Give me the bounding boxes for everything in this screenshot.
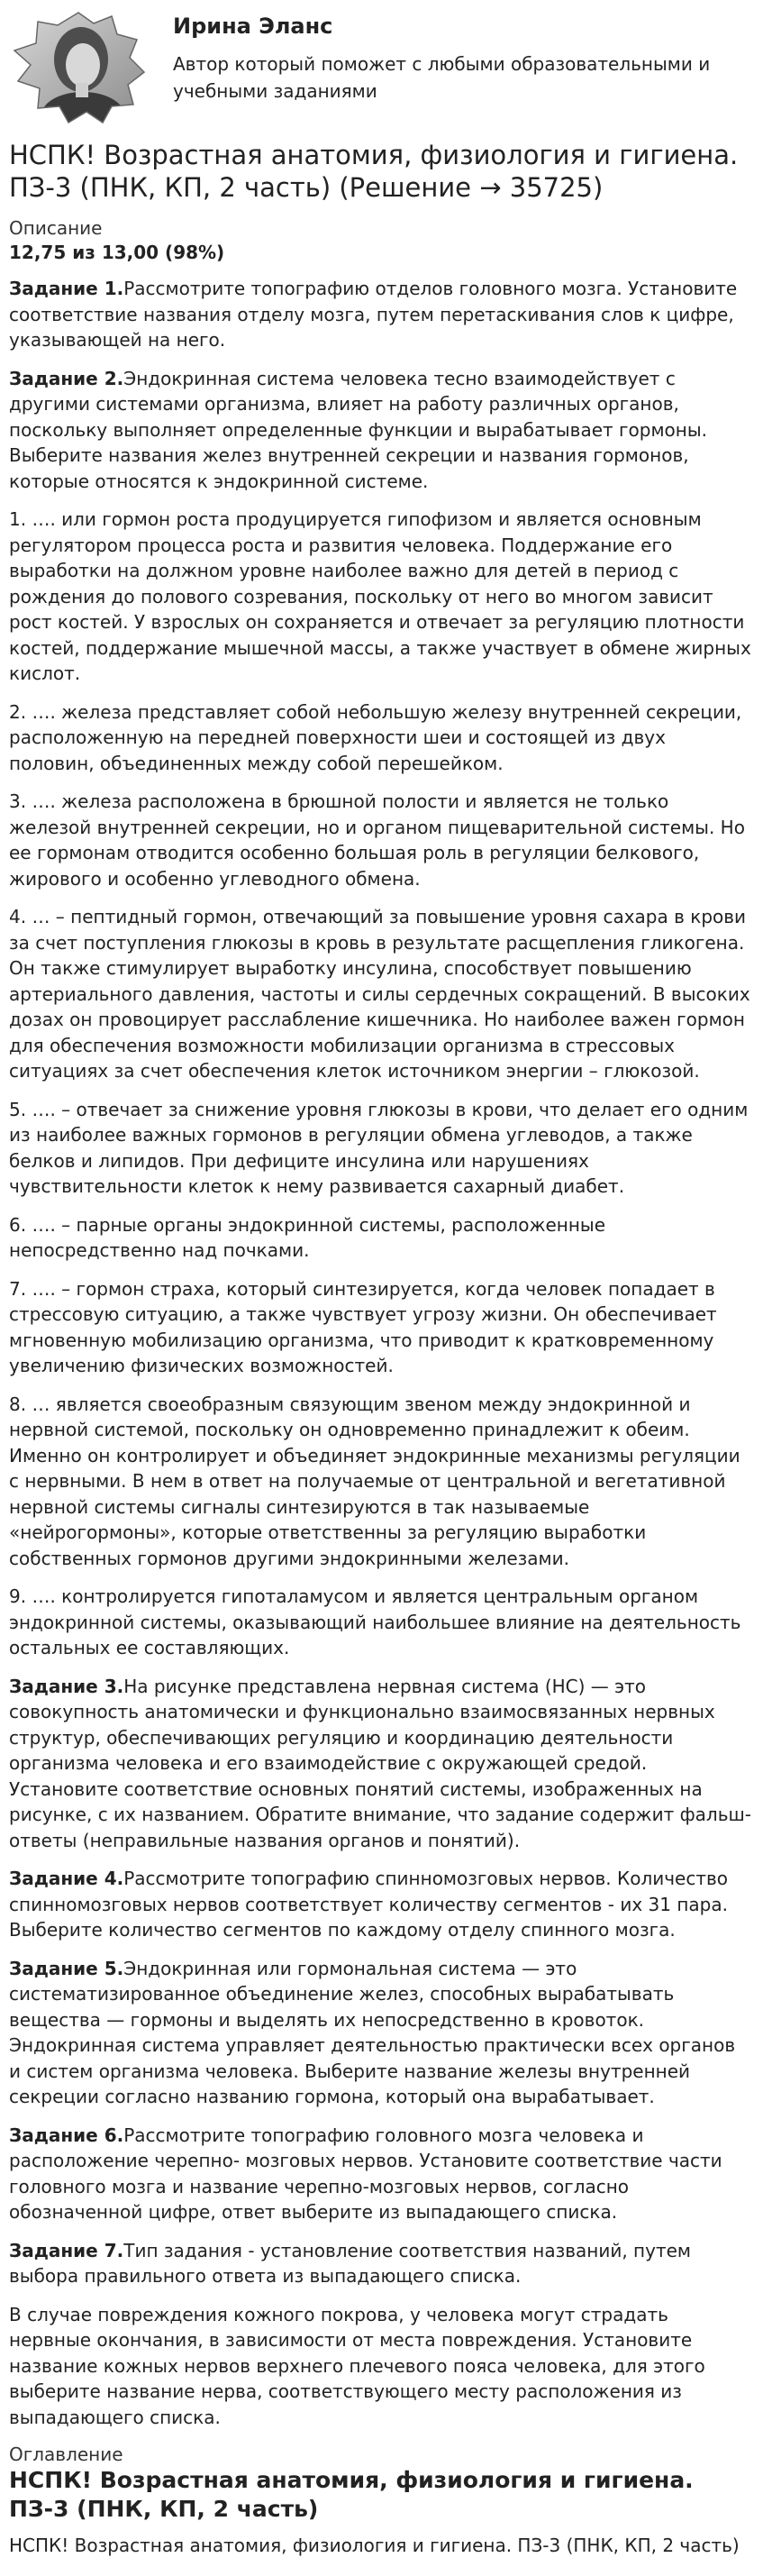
task-text: Рассмотрите топографию головного мозга человека и расположение черепно- мозговых нервов. Установите соответствие части головного мозга и название черепно-мозговых нервов, согласно обозначенной цифре, ответ выберите из выпадающего списка. (9, 2124, 722, 2223)
task-lead: Задание 1. (9, 278, 124, 299)
toc-title: НСПК! Возрастная анатомия, физиология и гигиена. ПЗ-3 (ПНК, КП, 2 часть) (9, 2467, 694, 2522)
task-text: Рассмотрите топографию спинномозговых нервов. Количество спинномозговых нервов соответствует количеству сегментов - их 31 пара. Выберите количество сегментов по каждому отделу спинного мозга. (9, 1868, 729, 1941)
task-text: Рассмотрите топографию отделов головного мозга. Установите соответствие названия отделу мозга, путем перетаскивания слов к цифре, указывающей на него. (9, 278, 738, 351)
item-text: 9. …. контролируется гипоталамусом и является центральным органом эндокринной системы, оказывающий наибольшее влияние на деятельность остальных ее составляющих. (9, 1585, 741, 1658)
item-text: 1. …. или гормон роста продуцируется гипофизом и является основным регулятором процесса роста и развития человека. Поддержание его выработки на должном уровне наиболее важно для детей в период с рождения до полового созревания, поскольку от него во многом зависит рост костей. У взрослых он сохраняется и отвечает за регуляцию плотности костей, поддержание мышечной массы, а также участвует в обмене жирных кислот. (9, 508, 751, 684)
author-avatar[interactable] (11, 9, 146, 124)
task-text: Тип задания - установление соответствия названий, путем выбора правильного ответа из выпадающего списка. (9, 2239, 691, 2287)
avatar-image (11, 9, 146, 124)
task-paragraph-6 (9, 2123, 752, 2225)
score-value: 12,75 из 13,00 (98%) (9, 242, 225, 263)
item-text: 6. …. – парные органы эндокринной системы, расположенные непосредственно над почками. (9, 1213, 606, 1261)
author-block (9, 0, 752, 135)
list-item-9 (9, 1584, 752, 1661)
task-lead: Задание 4. (9, 1868, 124, 1889)
task-paragraph-1 (9, 276, 752, 353)
item-text: 3. …. железа расположена в брюшной полости и является не только железой внутренней секреции, но и органом пищеварительной системы. Но ее гормонам отводится особенно большая роль в регуляции белкового, жирового и особенно углеводного обмена. (9, 790, 745, 890)
task-text: Эндокринная система человека тесно взаимодействует с другими системами организма, влияет на работу различных органов, поскольку выполняет определенные функции и вырабатывает гормоны. Выберите названия желез внутренней секреции и названия гормонов, которые относятся к эндокринной системе. (9, 367, 708, 492)
list-item-2 (9, 699, 752, 777)
task-paragraph-3 (9, 1674, 752, 1854)
document-title: НСПК! Возрастная анатомия, физиология и гигиена. ПЗ-3 (ПНК, КП, 2 часть) (Решение → 35725) (9, 140, 739, 203)
description-content (9, 276, 752, 2430)
item-text: 2. …. железа представляет собой небольшую железу внутренней секреции, расположенную на передней поверхности шеи и состоящей из двух половин, объединенных между собой перешейком. (9, 700, 742, 774)
task-lead: Задание 7. (9, 2239, 124, 2261)
task-lead: Задание 2. (9, 367, 124, 389)
list-item-1 (9, 507, 752, 687)
task-text: На рисунке представлена нервная система (НС) — это совокупность анатомически и функционально взаимосвязанных нервных структур, обеспечивающих регуляцию и координацию деятельности организма человека и его взаимодействие с окружающей средой. Установите соответствие основных понятий системы, изображенных на рисунке, с их названием. Обратите внимание, что задание содержит фальш-ответы (неправильные названия органов и понятий). (9, 1675, 752, 1851)
task-7-detail (9, 2302, 752, 2431)
toc-label: Оглавление (9, 2444, 123, 2465)
task-lead: Задание 5. (9, 1957, 124, 1979)
task-text: Эндокринная или гормональная система — это систематизированное объединение желез, способных вырабатывать вещества — гормоны и выделять их непосредственно в кровоток. Эндокринная система управляет деятельностью практически всех органов и систем организма человека. Выберите название железы внутренней секреции согласно названию гормона, который она вырабатывает. (9, 1957, 736, 2107)
item-text: 7. …. – гормон страха, который синтезируется, когда человек попадает в стрессовую ситуацию, а также чувствует угрозу жизни. Он обеспечивает мгновенную мобилизацию организма, что приводит к кратковременному увеличению физических возможностей. (9, 1277, 717, 1376)
author-info (173, 9, 731, 105)
list-item-3 (9, 789, 752, 891)
list-item-5 (9, 1097, 752, 1200)
task-paragraph-5 (9, 1956, 752, 2110)
list-item-8 (9, 1392, 752, 1572)
list-item-6 (9, 1212, 752, 1264)
task-paragraph-7 (9, 2238, 752, 2289)
list-item-7 (9, 1276, 752, 1379)
list-item-4 (9, 904, 752, 1084)
author-description: Автор который поможет с любыми образовательными и учебными заданиями (173, 53, 711, 102)
toc-item[interactable]: НСПК! Возрастная анатомия, физиология и гигиена. ПЗ-3 (ПНК, КП, 2 часть) (9, 2535, 740, 2556)
description-label: Описание (9, 217, 103, 239)
item-text: 8. … является своеобразным связующим звеном между эндокринной и нервной системой, поскольку он одновременно принадлежит к обеим. Именно он контролирует и объединяет эндокринные механизмы регуляции с нервными. В нем в ответ на получаемые от центральной и вегетативной нервной системы сигналы синтезируются в так называемые «нейрогормоны», которые ответственны за регуляцию выработки собственных гормонов другими эндокринными железами. (9, 1393, 740, 1569)
item-text: 4. … – пептидный гормон, отвечающий за повышение уровня сахара в крови за счет поступления глюкозы в кровь в результате расщепления гликогена. Он также стимулирует выработку инсулина, способствует повышению артериального давления, частоты и силы сердечных сокращений. В высоких дозах он провоцирует расслабление кишечника. Но наиболее важен гормон для обеспечения возможности мобилизации организма в стрессовых ситуациях за счет обеспечения клеток источником энергии – глюкозой. (9, 906, 750, 1082)
item-text: 5. …. – отвечает за снижение уровня глюкозы в крови, что делает его одним из наиболее важных гормонов в регуляции обмена углеводов, а также белков и липидов. При дефиците инсулина или нарушениях чувствительности клеток к нему развивается сахарный диабет. (9, 1098, 749, 1197)
item-text: В случае повреждения кожного покрова, у человека могут страдать нервные окончания, в зависимости от места повреждения. Установите название кожных нервов верхнего плечевого пояса человека, для этого выберите название нерва, соответствующего месту расположения из выпадающего списка. (9, 2303, 705, 2428)
task-lead: Задание 3. (9, 1675, 124, 1697)
task-paragraph-2 (9, 366, 752, 495)
task-paragraph-4 (9, 1866, 752, 1943)
task-lead: Задание 6. (9, 2124, 124, 2146)
author-name[interactable]: Ирина Эланс (173, 14, 333, 39)
